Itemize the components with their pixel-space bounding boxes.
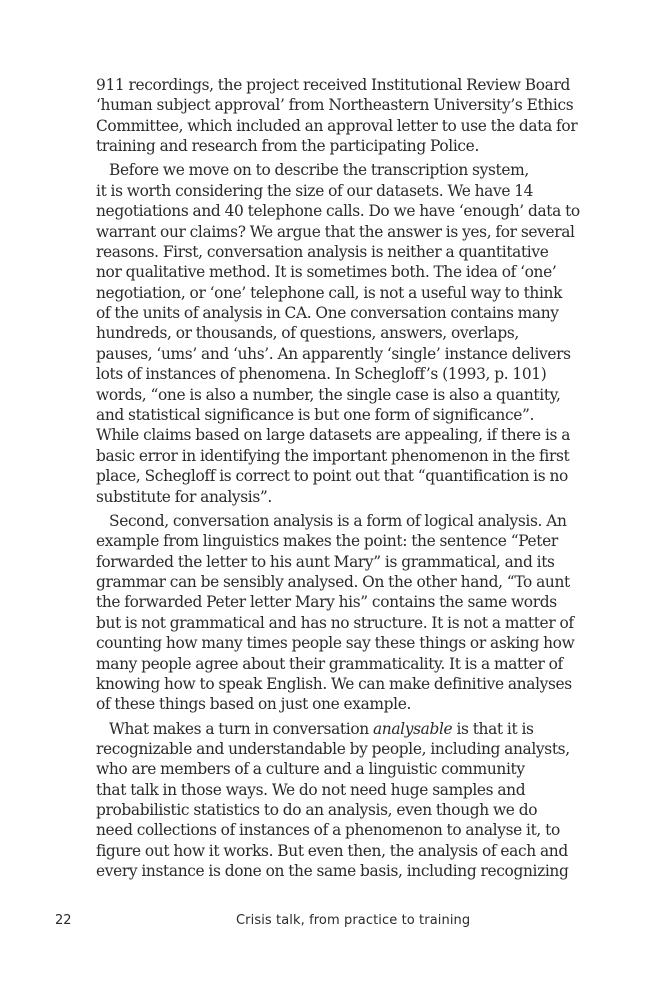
text-line	[96, 75, 588, 95]
text-segment: pauses, ‘ums’ and ‘uhs’. An apparently ‘single’ instance delivers	[96, 344, 571, 363]
page-footer	[0, 913, 666, 931]
text-segment: negotiations and 40 telephone calls. Do we have ‘enough’ data to	[96, 202, 580, 221]
text-line	[96, 181, 588, 201]
paragraph	[96, 160, 588, 507]
text-segment: knowing how to speak English. We can make definitive analyses	[96, 674, 572, 693]
body-text	[96, 75, 588, 882]
text-segment: figure out how it works. But even then, the analysis of each and	[96, 841, 568, 860]
text-segment: of the units of analysis in CA. One conversation contains many	[96, 304, 559, 323]
text-line	[96, 694, 588, 714]
text-line	[96, 552, 588, 572]
text-segment: warrant our claims? We argue that the answer is yes, for several	[96, 222, 575, 241]
italic-term: analysable	[372, 719, 453, 738]
text-line	[96, 425, 588, 445]
text-segment: and statistical significance is but one form of significance”.	[96, 406, 535, 425]
text-line	[96, 613, 588, 633]
text-segment: every instance is done on the same basis, including recognizing	[96, 862, 569, 881]
text-line	[96, 861, 588, 881]
page-number: 22	[55, 913, 72, 928]
text-segment: that talk in those ways. We do not need huge samples and	[96, 780, 526, 799]
text-segment: recognizable and understandable by people, including analysts,	[96, 739, 570, 758]
text-line	[96, 800, 588, 820]
text-line	[96, 466, 588, 486]
text-line	[96, 780, 588, 800]
text-line	[96, 719, 588, 739]
text-line	[96, 136, 588, 156]
text-segment: substitute for analysis”.	[96, 487, 272, 506]
text-segment: nor qualitative method. It is sometimes both. The idea of ‘one’	[96, 263, 557, 282]
running-title: Crisis talk, from practice to training	[236, 913, 471, 928]
text-segment: place, Schegloff is correct to point out that “quantification is no	[96, 467, 568, 486]
paragraph	[96, 511, 588, 715]
text-segment: of these things based on just one example.	[96, 695, 412, 714]
text-segment: reasons. First, conversation analysis is neither a quantitative	[96, 242, 549, 261]
text-line	[96, 344, 588, 364]
text-segment: Before we move on to describe the transcription system,	[109, 161, 529, 180]
text-segment: who are members of a culture and a linguistic community	[96, 760, 525, 779]
text-segment: Second, conversation analysis is a form of logical analysis. An	[109, 511, 567, 530]
text-line	[96, 116, 588, 136]
text-line	[96, 739, 588, 759]
text-segment: counting how many times people say these things or asking how	[96, 634, 575, 653]
text-line	[96, 633, 588, 653]
text-line	[96, 242, 588, 262]
text-line	[96, 364, 588, 384]
text-segment: 911 recordings, the project received Institutional Review Board	[96, 76, 570, 94]
text-segment: hundreds, or thousands, of questions, answers, overlaps,	[96, 324, 519, 343]
text-line	[96, 820, 588, 840]
text-line	[96, 385, 588, 405]
text-line	[96, 95, 588, 115]
text-segment: training and research from the participating Police.	[96, 137, 479, 156]
text-line	[96, 531, 588, 551]
text-segment: basic error in identifying the important phenomenon in the first	[96, 446, 570, 465]
text-segment: need collections of instances of a phenomenon to analyse it, to	[96, 821, 560, 840]
text-segment: grammar can be sensibly analysed. On the other hand, “To aunt	[96, 572, 570, 591]
text-line	[96, 592, 588, 612]
text-segment: negotiation, or ‘one’ telephone call, is not a useful way to think	[96, 283, 563, 302]
text-segment: words, “one is also a number, the single case is also a quantity,	[96, 385, 561, 404]
text-line	[96, 654, 588, 674]
text-line	[96, 201, 588, 221]
text-line	[96, 405, 588, 425]
text-line	[96, 841, 588, 861]
text-line	[96, 303, 588, 323]
text-segment: but is not grammatical and has no structure. It is not a matter of	[96, 613, 574, 632]
text-line	[96, 511, 588, 531]
text-segment: forwarded the letter to his aunt Mary” is grammatical, and its	[96, 552, 555, 571]
text-segment: example from linguistics makes the point: the sentence “Peter	[96, 532, 558, 551]
paragraph	[96, 719, 588, 882]
text-segment: it is worth considering the size of our datasets. We have 14	[96, 181, 534, 200]
text-segment: ‘human subject approval’ from Northeastern University’s Ethics	[96, 96, 574, 115]
paragraph	[96, 75, 588, 157]
text-line	[96, 759, 588, 779]
text-line	[96, 222, 588, 242]
text-segment: lots of instances of phenomena. In Schegloff’s (1993, p. 101)	[96, 365, 547, 384]
text-line	[96, 446, 588, 466]
text-line	[96, 572, 588, 592]
text-line	[96, 283, 588, 303]
text-segment: the forwarded Peter letter Mary his” contains the same words	[96, 593, 557, 612]
text-line	[96, 262, 588, 282]
text-segment: probabilistic statistics to do an analysis, even though we do	[96, 801, 538, 820]
text-segment: many people agree about their grammaticality. It is a matter of	[96, 654, 563, 673]
text-line	[96, 487, 588, 507]
text-segment: Committee, which included an approval letter to use the data for	[96, 116, 578, 135]
text-segment: While claims based on large datasets are appealing, if there is a	[96, 426, 571, 445]
text-segment: What makes a turn in conversation	[109, 719, 373, 738]
text-line	[96, 674, 588, 694]
text-line	[96, 323, 588, 343]
text-segment: is that it is	[452, 719, 534, 738]
text-line	[96, 160, 588, 180]
